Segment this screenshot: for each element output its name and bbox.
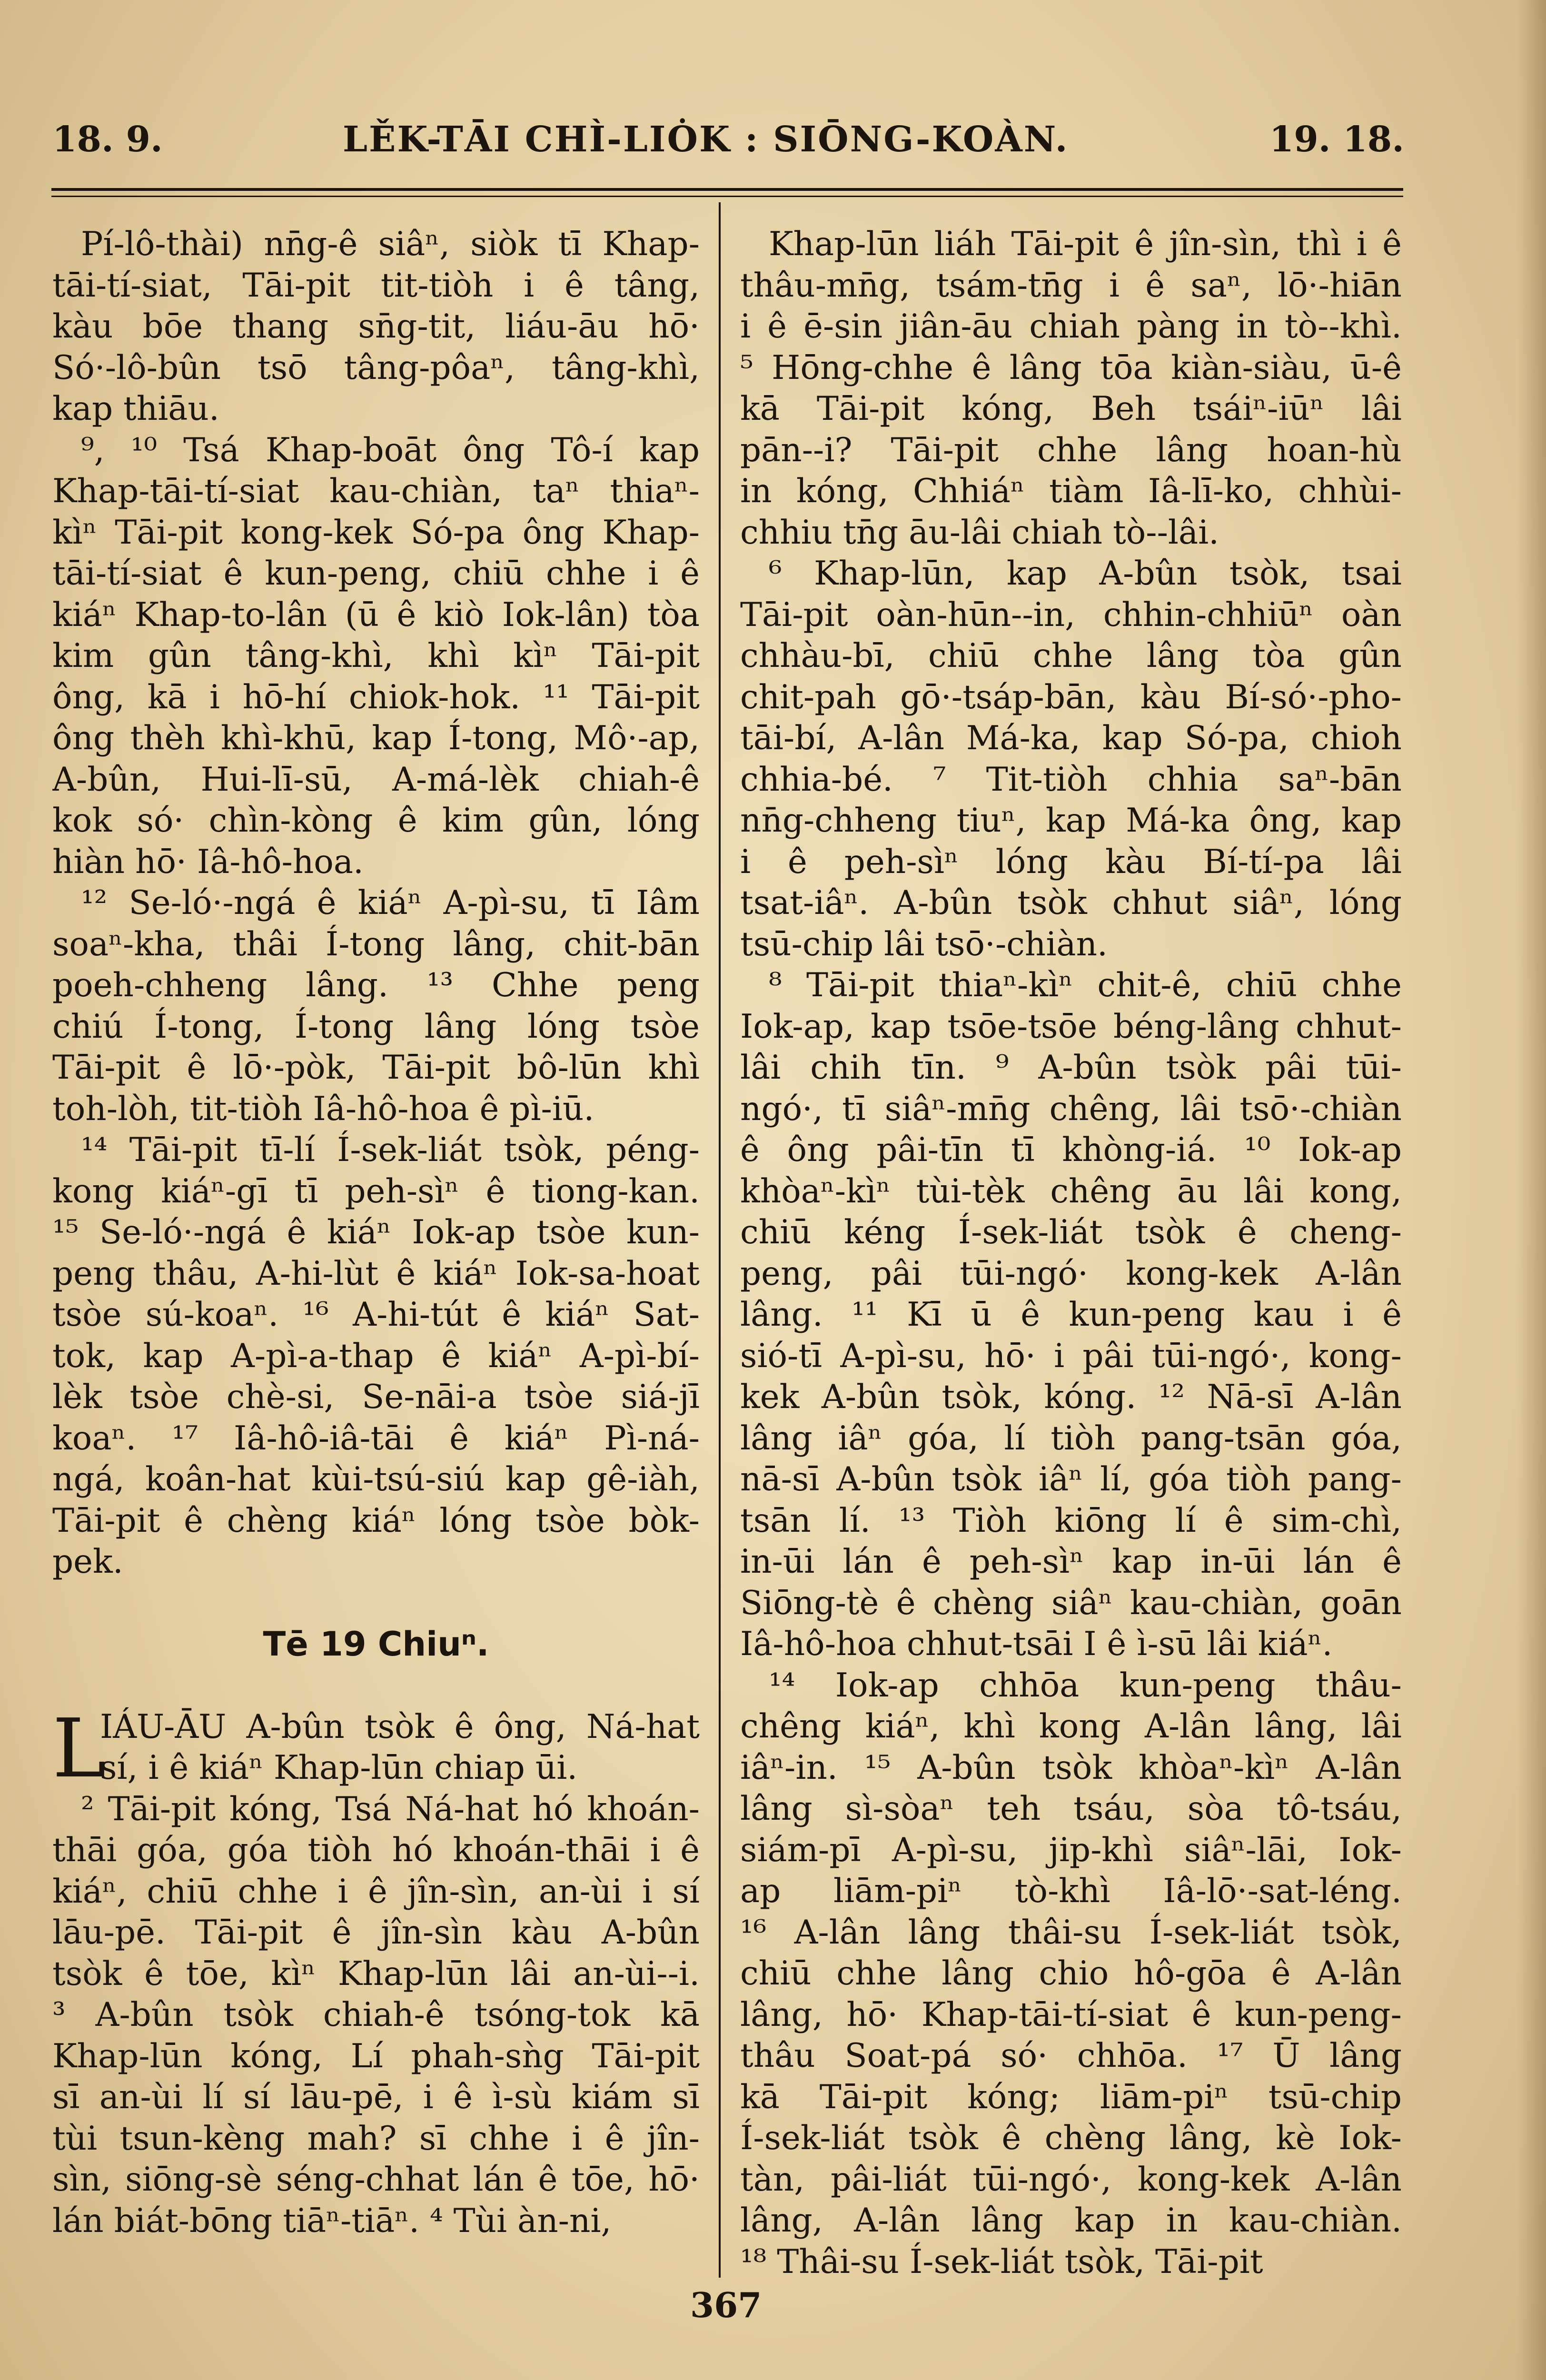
text-line: ê ông pâi-tīn tī khòng-iá. ¹⁰ Iok-ap <box>740 1131 1402 1169</box>
text-line: IÁU-ĀU A-bûn tsòk ê ông, Ná-hat <box>100 1707 700 1746</box>
text-line: pek. <box>52 1543 123 1581</box>
text-line: chiū kéng Í-sek-liát tsòk ê cheng- <box>740 1213 1402 1251</box>
text-line: lâng, hō· Khap-tāi-tí-siat ê kun-peng- <box>740 1995 1402 2034</box>
paragraph <box>52 1789 700 2242</box>
text-line: chit-pah gō·-tsáp-bān, kàu Bí-só·-pho- <box>740 678 1402 716</box>
chapter-title: Tē 19 Chiuⁿ. <box>263 1625 489 1664</box>
text-line: thāi góa, góa tiòh hó khoán-thāi i ê <box>52 1831 700 1869</box>
text-line: kìⁿ Tāi-pit kong-kek Só-pa ông Khap- <box>52 513 700 552</box>
paragraph <box>740 553 1402 965</box>
drop-cap: L <box>52 1701 106 1796</box>
text-line: thâu Soat-pá só· chhōa. ¹⁷ Ū lâng <box>740 2037 1402 2075</box>
text-line: pān--i? Tāi-pit chhe lâng hoan-hù <box>740 431 1402 469</box>
text-line: tsòe sú-koaⁿ. ¹⁶ A-hi-tút ê kiáⁿ Sat- <box>52 1296 700 1334</box>
text-line: kim gûn tâng-khì, khì kìⁿ Tāi-pit <box>52 637 700 675</box>
text-line: lâi chih tīn. ⁹ A-bûn tsòk pâi tūi- <box>740 1049 1402 1087</box>
paragraph <box>52 883 700 1130</box>
paragraph <box>740 224 1402 553</box>
text-line: chhia-bé. ⁷ Tit-tiòh chhia saⁿ-bān <box>740 760 1402 799</box>
text-line: lâng, A-lân lâng kap in kau-chiàn. <box>740 2202 1402 2240</box>
text-line: peng thâu, A-hi-lùt ê kiáⁿ Iok-sa-hoat <box>52 1254 700 1293</box>
paragraph <box>52 1701 700 1796</box>
text-line: in-ūi lán ê peh-sìⁿ kap in-ūi lán ê <box>740 1543 1402 1581</box>
text-line: koaⁿ. ¹⁷ Iâ-hô-iâ-tāi ê kiáⁿ Pì-ná- <box>52 1419 700 1458</box>
text-line: lèk tsòe chè-si, Se-nāi-a tsòe siá-jī <box>52 1378 700 1416</box>
text-line: ¹⁴ Tāi-pit tī-lí Í-sek-liát tsòk, péng- <box>81 1131 700 1169</box>
text-line: tok, kap A-pì-a-thap ê kiáⁿ A-pì-bí- <box>52 1337 700 1375</box>
header-left-reference: 18. 9. <box>52 119 163 160</box>
text-line: Só·-lô-bûn tsō tâng-pôaⁿ, tâng-khì, <box>52 348 700 387</box>
text-line: kiáⁿ Khap-to-lân (ū ê kiò Iok-lân) tòa <box>52 595 700 634</box>
running-header <box>52 119 1404 171</box>
text-line: tàn, pâi-liát tūi-ngó·, kong-kek A-lân <box>740 2160 1402 2199</box>
text-line: ⁸ Tāi-pit thiaⁿ-kìⁿ chit-ê, chiū chhe <box>769 966 1402 1004</box>
text-line: sió-tī A-pì-su, hō· i pâi tūi-ngó·, kong- <box>740 1337 1402 1375</box>
text-line: Iâ-hô-hoa chhut-tsāi I ê ì-sū lâi kiáⁿ. <box>740 1625 1333 1663</box>
text-line: lán biát-bōng tiāⁿ-tiāⁿ. ⁴ Tùi àn-ni, <box>52 2202 612 2240</box>
text-line: toh-lòh, tit-tiòh Iâ-hô-hoa ê pì-iū. <box>52 1090 595 1128</box>
text-line: sí, i ê kiáⁿ Khap-lūn chiap ūi. <box>100 1749 578 1787</box>
header-right-reference: 19. 18. <box>1269 119 1404 160</box>
text-line: tsān lí. ¹³ Tiòh kiōng lí ê sim-chì, <box>740 1501 1402 1540</box>
text-line: ¹⁴ Iok-ap chhōa kun-peng thâu- <box>769 1666 1402 1705</box>
text-line: tùi tsun-kèng mah? sī chhe i ê jîn- <box>52 2119 700 2158</box>
text-line: peng, pâi tūi-ngó· kong-kek A-lân <box>740 1254 1402 1293</box>
text-line: lāu-pē. Tāi-pit ê jîn-sìn kàu A-bûn <box>52 1914 700 1952</box>
text-line: ⁶ Khap-lūn, kap A-bûn tsòk, tsai <box>769 555 1402 593</box>
left-column <box>52 224 700 2241</box>
page-edge-shadow <box>1517 0 1546 2380</box>
text-line: kong kiáⁿ-gī tī peh-sìⁿ ê tiong-kan. <box>52 1172 700 1210</box>
text-line: chhiu tn̄g āu-lâi chiah tò--lâi. <box>740 513 1219 552</box>
text-line: Khap-lūn liáh Tāi-pit ê jîn-sìn, thì i ê <box>769 225 1402 263</box>
text-line: Pí-lô-thài) nn̄g-ê siâⁿ, siòk tī Khap- <box>81 225 700 263</box>
text-line: lâng sì-sòaⁿ teh tsáu, sòa tô-tsáu, <box>740 1790 1402 1828</box>
text-line: A-bûn, Hui-lī-sū, A-má-lèk chiah-ê <box>52 760 700 799</box>
text-line: siám-pī A-pì-su, jip-khì siâⁿ-lāi, Iok- <box>740 1831 1402 1869</box>
text-line: sī an-ùi lí sí lāu-pē, i ê ì-sù kiám sī <box>52 2078 700 2116</box>
text-line: ap liām-piⁿ tò-khì Iâ-lō·-sat-léng. <box>740 1872 1402 1910</box>
text-line: soaⁿ-kha, thâi Í-tong lâng, chit-bān <box>52 925 700 963</box>
text-line: lâng iâⁿ góa, lí tiòh pang-tsān góa, <box>740 1419 1402 1458</box>
paragraph <box>52 430 700 883</box>
text-line: ¹⁵ Se-ló·-ngá ê kiáⁿ Iok-ap tsòe kun- <box>52 1213 700 1251</box>
text-line: i ê ē-sin jiân-āu chiah pàng in tò--khì. <box>740 307 1402 346</box>
text-line: chhàu-bī, chiū chhe lâng tòa gûn <box>740 637 1402 675</box>
text-line: Khap-tāi-tí-siat kau-chiàn, taⁿ thiaⁿ- <box>52 472 700 510</box>
text-line: Iok-ap, kap tsōe-tsōe béng-lâng chhut- <box>740 1007 1402 1046</box>
text-line: Khap-lūn kóng, Lí phah-sǹg Tāi-pit <box>52 2037 700 2075</box>
text-line: ¹⁶ A-lân lâng thâi-su Í-sek-liát tsòk, <box>740 1913 1402 1952</box>
paragraph <box>52 224 700 430</box>
chapter-opening <box>52 1701 700 1796</box>
page-number: 367 <box>690 2285 762 2325</box>
text-line: ⁵ Hōng-chhe ê lâng tōa kiàn-siàu, ū-ê <box>740 348 1402 387</box>
text-line: nā-sī A-bûn tsòk iâⁿ lí, góa tiòh pang- <box>740 1460 1402 1498</box>
text-line: in kóng, Chhiáⁿ tiàm Iâ-lī-ko, chhùi- <box>740 472 1402 510</box>
text-line: kiáⁿ, chiū chhe i ê jîn-sìn, an-ùi i sí <box>52 1872 700 1911</box>
right-column <box>740 224 1402 2282</box>
header-title: LĚK-TĀI CHÌ-LIȮK : SIŌNG-KOÀN. <box>343 119 1069 160</box>
column-divider <box>719 202 721 2278</box>
text-line: Tāi-pit ê lō·-pòk, Tāi-pit bô-lūn khì <box>52 1049 700 1087</box>
text-line: tāi-bí, A-lân Má-ka, kap Só-pa, chioh <box>740 719 1402 757</box>
text-line: ² Tāi-pit kóng, Tsá Ná-hat hó khoán- <box>81 1790 700 1828</box>
text-line: Siōng-tè ê chèng siâⁿ kau-chiàn, goān <box>740 1584 1402 1622</box>
text-line: lâng. ¹¹ Kī ū ê kun-peng kau i ê <box>740 1296 1402 1334</box>
text-line: ông, kā i hō-hí chiok-hok. ¹¹ Tāi-pit <box>52 678 700 716</box>
text-line: ngá, koân-hat kùi-tsú-siú kap gê-iàh, <box>52 1460 700 1498</box>
text-line: i ê peh-sìⁿ lóng kàu Bí-tí-pa lâi <box>740 843 1402 881</box>
header-rule <box>51 188 1403 197</box>
text-line: tsat-iâⁿ. A-bûn tsòk chhut siâⁿ, lóng <box>740 884 1402 922</box>
text-line: ¹² Se-ló·-ngá ê kiáⁿ A-pì-su, tī Iâm <box>81 884 700 922</box>
text-line: Tāi-pit oàn-hūn--in, chhin-chhiūⁿ oàn <box>740 595 1402 634</box>
text-line: ¹⁸ Thâi-su Í-sek-liát tsòk, Tāi-pit <box>740 2242 1263 2281</box>
text-line: ⁹, ¹⁰ Tsá Khap-boāt ông Tô-í kap <box>81 431 700 469</box>
text-line: kā Tāi-pit kóng; liām-piⁿ tsū-chip <box>740 2078 1402 2116</box>
text-line: sìn, siōng-sè séng-chhat lán ê tōe, hō· <box>52 2161 700 2199</box>
text-line: tāi-tí-siat, Tāi-pit tit-tiòh i ê tâng, <box>52 266 700 305</box>
paragraph <box>740 965 1402 1665</box>
paragraph <box>52 1130 700 1583</box>
text-line: kā Tāi-pit kóng, Beh tsáiⁿ-iūⁿ lâi <box>740 390 1402 428</box>
text-line: ³ A-bûn tsòk chiah-ê tsóng-tok kā <box>52 1996 700 2034</box>
text-line: chiú Í-tong, Í-tong lâng lóng tsòe <box>52 1007 700 1046</box>
text-line: ngó·, tī siâⁿ-mn̄g chêng, lâi tsō·-chiàn <box>740 1090 1402 1128</box>
text-line: ông thèh khì-khū, kap Í-tong, Mô·-ap, <box>52 719 700 757</box>
text-line: tāi-tí-siat ê kun-peng, chiū chhe i ê <box>52 555 700 593</box>
text-line: kok só· chìn-kòng ê kim gûn, lóng <box>52 802 700 840</box>
text-line: chêng kiáⁿ, khì kong A-lân lâng, lâi <box>740 1707 1402 1745</box>
text-line: hiàn hō· Iâ-hô-hoa. <box>52 843 364 881</box>
text-line: khòaⁿ-kìⁿ tùi-tèk chêng āu lâi kong, <box>740 1172 1402 1210</box>
text-line: Tāi-pit ê chèng kiáⁿ lóng tsòe bòk- <box>52 1501 700 1540</box>
text-line: tsū-chip lâi tsō·-chiàn. <box>740 925 1108 963</box>
text-line: tsòk ê tōe, kìⁿ Khap-lūn lâi an-ùi--i. <box>52 1954 700 1993</box>
text-line: kek A-bûn tsòk, kóng. ¹² Nā-sī A-lân <box>740 1378 1402 1416</box>
text-line: nn̄g-chheng tiuⁿ, kap Má-ka ông, kap <box>740 802 1402 840</box>
text-line: poeh-chheng lâng. ¹³ Chhe peng <box>52 966 700 1004</box>
text-line: kap thiāu. <box>52 390 219 428</box>
text-line: iâⁿ-in. ¹⁵ A-bûn tsòk khòaⁿ-kìⁿ A-lân <box>740 1748 1402 1787</box>
paragraph <box>740 1665 1402 2283</box>
text-line: Í-sek-liát tsòk ê chèng lâng, kè Iok- <box>740 2119 1402 2157</box>
text-line: thâu-mn̄g, tsám-tn̄g i ê saⁿ, lō·-hiān <box>740 266 1402 305</box>
text-line: chiū chhe lâng chio hô-gōa ê A-lân <box>740 1954 1402 1993</box>
text-line: kàu bōe thang sn̄g-tit, liáu-āu hō· <box>52 307 700 346</box>
